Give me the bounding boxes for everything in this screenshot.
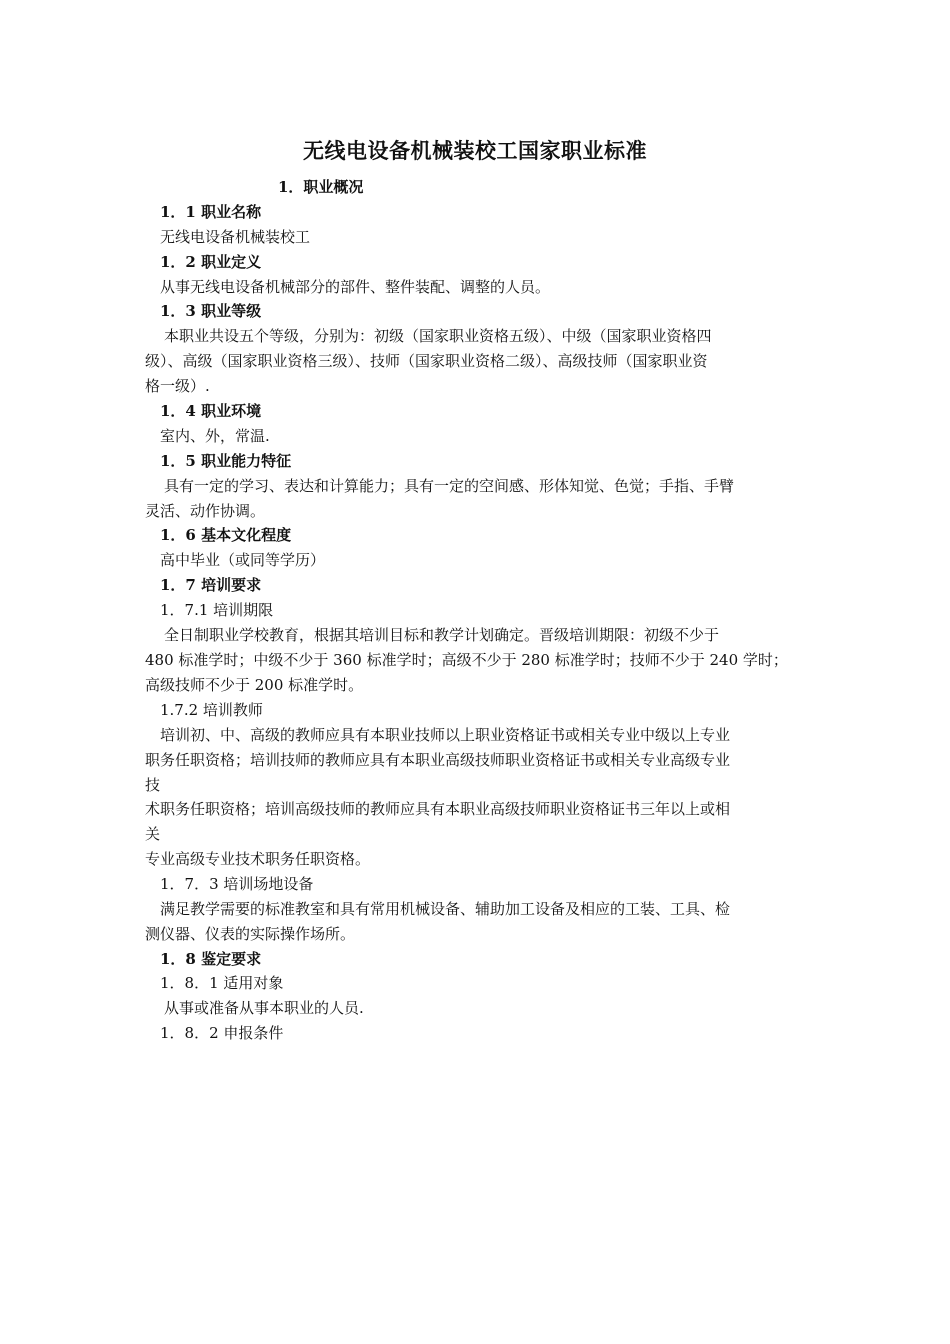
- document-title: 无线电设备机械装校工国家职业标准: [303, 138, 647, 163]
- paragraph-line: 专业高级专业技术职务任职资格。: [145, 850, 371, 868]
- paragraph-line: 无线电设备机械装校工: [160, 228, 311, 246]
- subsection-heading: 1．3 职业等级: [160, 302, 262, 320]
- subsection-heading: 1．6 基本文化程度: [160, 526, 292, 544]
- section-heading: 1．职业概况: [278, 178, 364, 196]
- subsubsection-heading: 1．8．2 申报条件: [160, 1024, 284, 1042]
- subsection-heading: 1．5 职业能力特征: [160, 452, 292, 470]
- subsection-heading: 1．8 鉴定要求: [160, 950, 262, 968]
- paragraph-line: 级）、高级（国家职业资格三级）、技师（国家职业资格二级）、高级技师（国家职业资: [145, 352, 708, 370]
- paragraph-line: 职务任职资格；培训技师的教师应具有本职业高级技师职业资格证书或相关专业高级专业: [145, 751, 731, 769]
- paragraph-line: 从事或准备从事本职业的人员.: [164, 999, 364, 1017]
- subsubsection-heading: 1．8．1 适用对象: [160, 974, 284, 992]
- paragraph-line: 满足教学需要的标准教室和具有常用机械设备、辅助加工设备及相应的工装、工具、检: [160, 900, 731, 918]
- subsection-heading: 1．7 培训要求: [160, 576, 262, 594]
- subsection-heading: 1．4 职业环境: [160, 402, 262, 420]
- subsection-heading: 1．1 职业名称: [160, 203, 262, 221]
- paragraph-line: 测仪器、仪表的实际操作场所。: [145, 925, 356, 943]
- subsubsection-heading: 1.7.2 培训教师: [160, 701, 263, 719]
- subsubsection-heading: 1．7.1 培训期限: [160, 601, 274, 619]
- paragraph-line: 本职业共设五个等级，分别为：初级（国家职业资格五级）、中级（国家职业资格四: [164, 327, 712, 345]
- paragraph-line: 培训初、中、高级的教师应具有本职业技师以上职业资格证书或相关专业中级以上专业: [160, 726, 731, 744]
- paragraph-line: 从事无线电设备机械部分的部件、整件装配、调整的人员。: [160, 278, 551, 296]
- paragraph-line: 技: [145, 776, 161, 794]
- paragraph-line: 具有一定的学习、表达和计算能力；具有一定的空间感、形体知觉、色觉；手指、手臂: [164, 477, 735, 495]
- paragraph-line: 格一级）.: [145, 377, 210, 395]
- paragraph-line: 室内、外，常温.: [160, 427, 270, 445]
- paragraph-line: 灵活、动作协调。: [145, 502, 266, 520]
- paragraph-line: 关: [145, 825, 161, 843]
- paragraph-line: 高中毕业（或同等学历）: [160, 551, 326, 569]
- subsection-heading: 1．2 职业定义: [160, 253, 262, 271]
- paragraph-line: 全日制职业学校教育，根据其培训目标和教学计划确定。晋级培训期限：初级不少于: [164, 626, 720, 644]
- subsubsection-heading: 1．7．3 培训场地设备: [160, 875, 314, 893]
- paragraph-line: 480 标准学时；中级不少于 360 标准学时；高级不少于 280 标准学时；技师不少于 240 学时；: [145, 651, 788, 669]
- paragraph-line: 术职务任职资格；培训高级技师的教师应具有本职业高级技师职业资格证书三年以上或相: [145, 800, 731, 818]
- paragraph-line: 高级技师不少于 200 标准学时。: [145, 676, 364, 694]
